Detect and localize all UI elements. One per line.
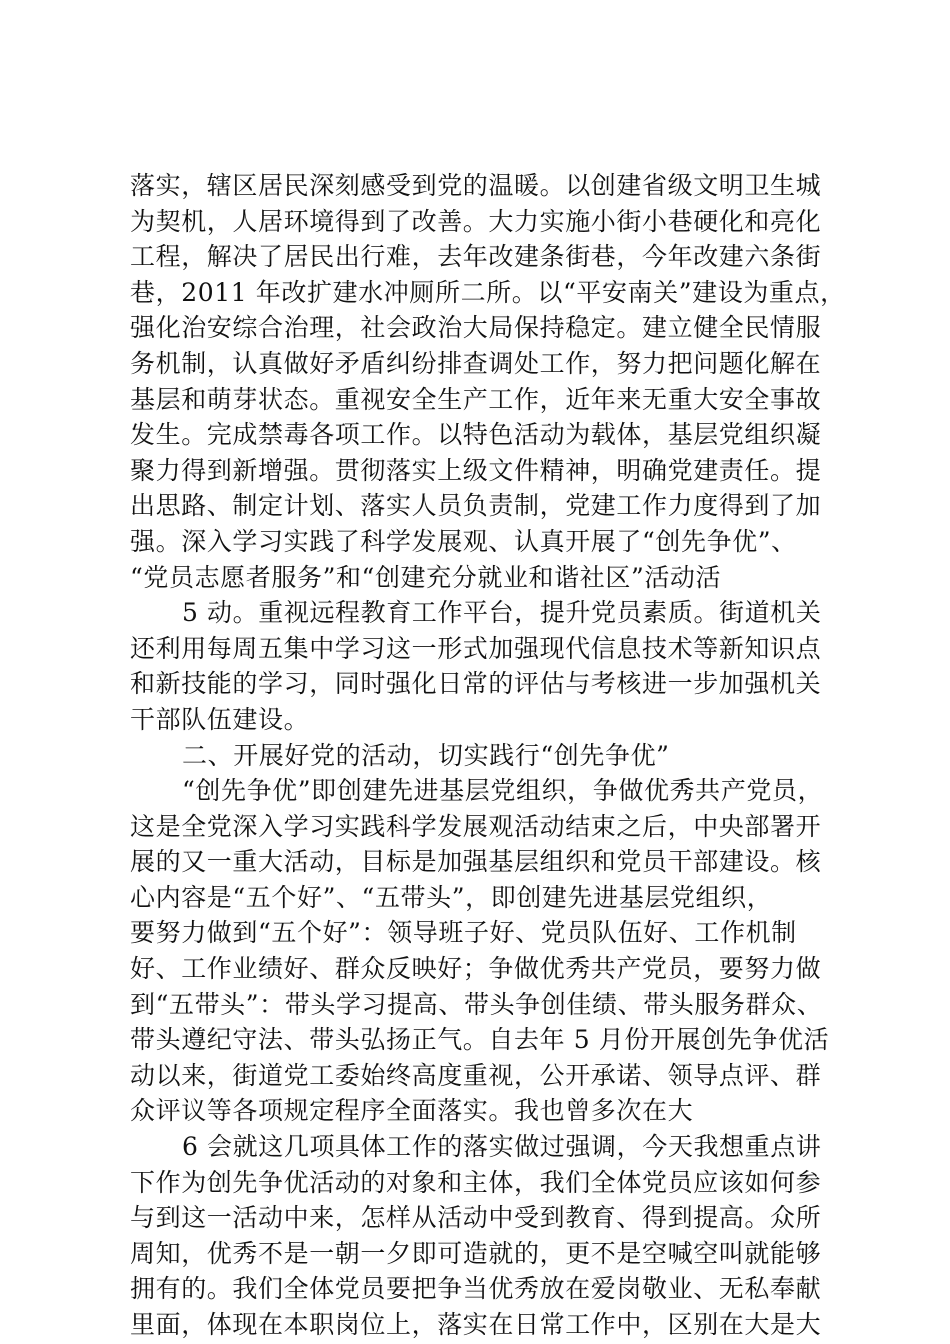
text-line: 基层和萌芽状态。重视安全生产工作，近年来无重大安全事故 bbox=[130, 384, 822, 414]
text-line: 强。深入学习实践了科学发展观、认真开展了“创先争优”、 bbox=[130, 526, 797, 556]
text-line: 展的又一重大活动，目标是加强基层组织和党员干部建设。核 bbox=[130, 847, 822, 877]
text-line: 巷，2011 年改扩建水冲厕所二所。以“平安南关”建设为重点， bbox=[130, 277, 846, 307]
text-line: 要努力做到“五个好”：领导班子好、党员队伍好、工作机制 bbox=[130, 918, 797, 948]
text-line: 出思路、制定计划、落实人员负责制，党建工作力度得到了加 bbox=[130, 491, 822, 521]
text-line: 这是全党深入学习实践科学发展观活动结束之后，中央部署开 bbox=[130, 811, 822, 841]
text-line: 5 动。重视远程教育工作平台，提升党员素质。街道机关 bbox=[182, 598, 822, 628]
text-line: 周知，优秀不是一朝一夕即可造就的，更不是空喊空叫就能够 bbox=[130, 1238, 822, 1268]
text-line: 拥有的。我们全体党员要把争当优秀放在爱岗敬业、无私奉献 bbox=[130, 1274, 822, 1304]
text-line: 动以来，街道党工委始终高度重视，公开承诺、领导点评、群 bbox=[130, 1060, 822, 1090]
text-line: “党员志愿者服务”和“创建充分就业和谐社区”活动活 bbox=[130, 562, 722, 592]
text-line: 心内容是“五个好”、“五带头”，即创建先进基层党组织， bbox=[130, 882, 773, 912]
body-text bbox=[130, 168, 846, 1343]
text-line: 还利用每周五集中学习这一形式加强现代信息技术等新知识点 bbox=[130, 633, 822, 663]
text-line: 众评议等各项规定程序全面落实。我也曾多次在大 bbox=[130, 1096, 694, 1126]
text-line: 和新技能的学习，同时强化日常的评估与考核进一步加强机关 bbox=[130, 669, 822, 699]
text-line: 干部队伍建设。 bbox=[130, 704, 310, 734]
text-line: 落实，辖区居民深刻感受到党的温暖。以创建省级文明卫生城 bbox=[130, 171, 822, 200]
text-line: 带头遵纪守法、带头弘扬正气。自去年 5 月份开展创先争优活 bbox=[130, 1025, 830, 1055]
text-line: 里面，体现在本职岗位上，落实在日常工作中，区别在大是大 bbox=[130, 1310, 822, 1339]
text-line: 强化治安综合治理，社会政治大局保持稳定。建立健全民情服 bbox=[130, 313, 822, 343]
text-line: 务机制，认真做好矛盾纠纷排查调处工作，努力把问题化解在 bbox=[130, 348, 822, 378]
section-heading: 二、开展好党的活动，切实践行“创先争优” bbox=[182, 740, 670, 770]
text-line: 到“五带头”：带头学习提高、带头争创佳绩、带头服务群众、 bbox=[130, 989, 823, 1019]
text-line: “创先争优”即创建先进基层党组织，争做优秀共产党员， bbox=[182, 776, 824, 806]
text-line: 6 会就这几项具体工作的落实做过强调，今天我想重点讲 bbox=[182, 1132, 822, 1162]
text-line: 发生。完成禁毒各项工作。以特色活动为载体，基层党组织凝 bbox=[130, 420, 822, 450]
text-line: 与到这一活动中来，怎样从活动中受到教育、得到提高。众所 bbox=[130, 1203, 822, 1233]
text-line: 下作为创先争优活动的对象和主体，我们全体党员应该如何参 bbox=[130, 1167, 822, 1197]
text-line: 好、工作业绩好、群众反映好；争做优秀共产党员，要努力做 bbox=[130, 954, 822, 984]
text-line: 工程，解决了居民出行难，去年改建条街巷，今年改建六条街 bbox=[130, 242, 822, 272]
text-line: 聚力得到新增强。贯彻落实上级文件精神，明确党建责任。提 bbox=[130, 455, 822, 485]
text-line: 为契机，人居环境得到了改善。大力实施小街小巷硬化和亮化 bbox=[130, 206, 822, 236]
